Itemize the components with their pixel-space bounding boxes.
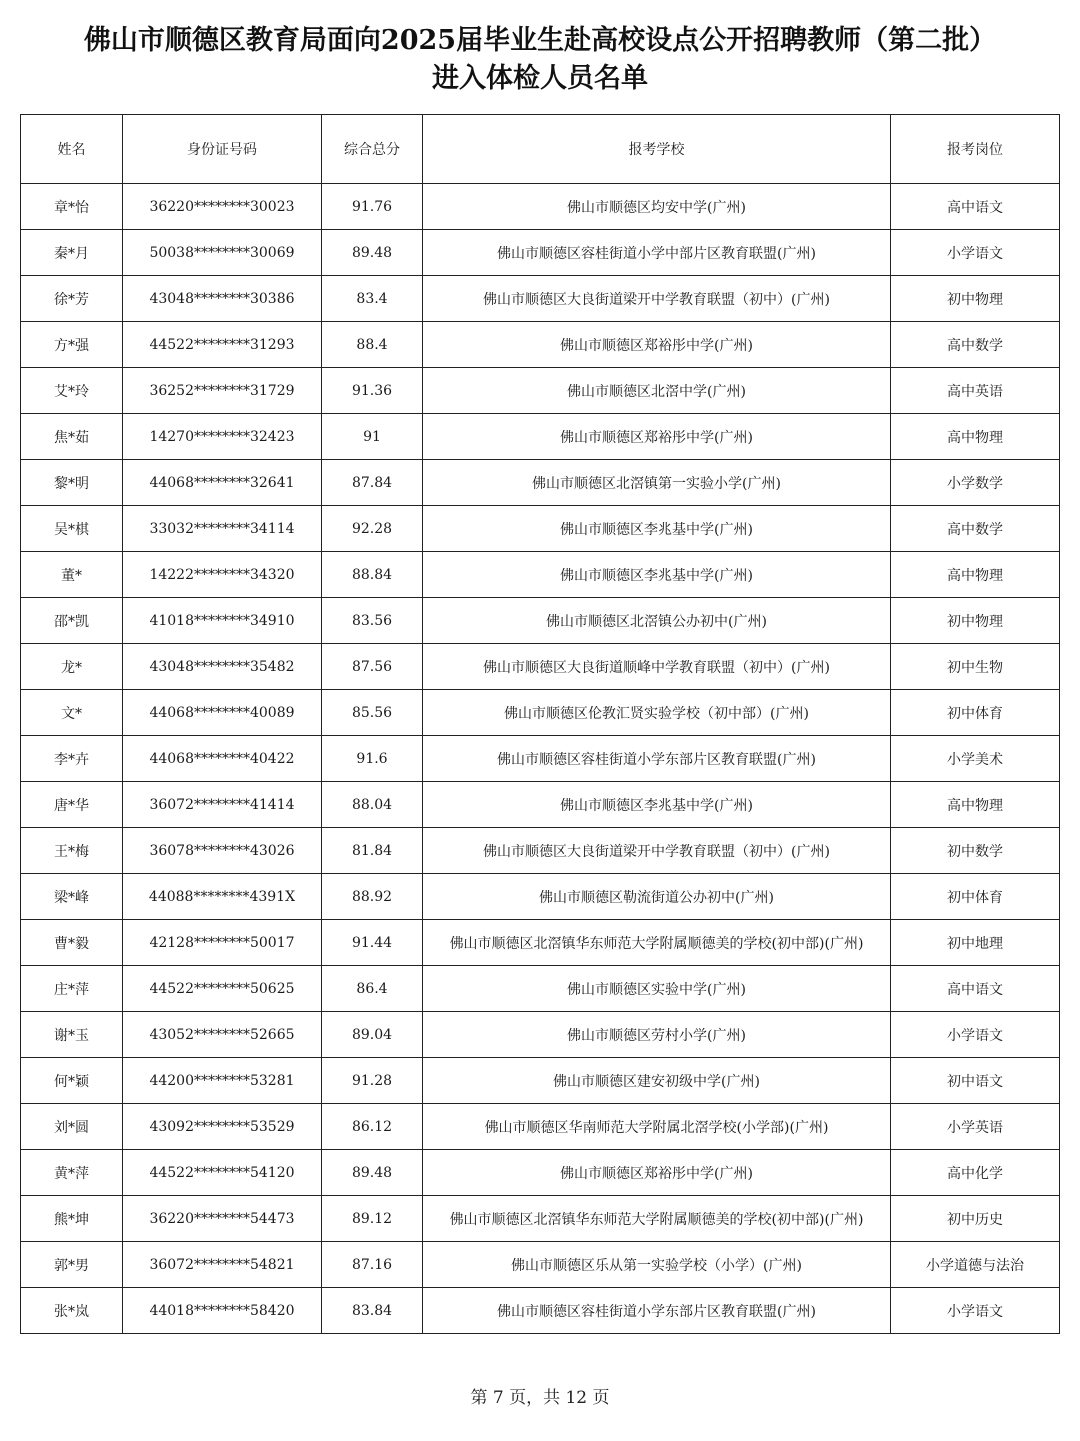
cell-name: 焦*茹 bbox=[21, 414, 123, 460]
cell-position: 小学语文 bbox=[891, 230, 1060, 276]
table-row bbox=[21, 1288, 1060, 1334]
table-row bbox=[21, 1242, 1060, 1288]
cell-total-score: 86.4 bbox=[322, 966, 423, 1012]
cell-id-number: 44018********58420 bbox=[123, 1288, 322, 1334]
cell-position: 初中物理 bbox=[891, 276, 1060, 322]
cell-name: 曹*毅 bbox=[21, 920, 123, 966]
cell-name: 方*强 bbox=[21, 322, 123, 368]
cell-school: 佛山市顺德区北滘中学(广州) bbox=[423, 368, 891, 414]
header-id-number: 身份证号码 bbox=[123, 115, 322, 184]
cell-school: 佛山市顺德区容桂街道小学东部片区教育联盟(广州) bbox=[423, 1288, 891, 1334]
cell-name: 龙* bbox=[21, 644, 123, 690]
cell-id-number: 43048********30386 bbox=[123, 276, 322, 322]
cell-position: 高中物理 bbox=[891, 414, 1060, 460]
cell-name: 黎*明 bbox=[21, 460, 123, 506]
table-row bbox=[21, 1058, 1060, 1104]
cell-total-score: 91.28 bbox=[322, 1058, 423, 1104]
cell-name: 邵*凯 bbox=[21, 598, 123, 644]
cell-id-number: 44068********40089 bbox=[123, 690, 322, 736]
cell-position: 小学语文 bbox=[891, 1288, 1060, 1334]
cell-id-number: 36072********54821 bbox=[123, 1242, 322, 1288]
cell-school: 佛山市顺德区乐从第一实验学校（小学）(广州) bbox=[423, 1242, 891, 1288]
cell-total-score: 91.36 bbox=[322, 368, 423, 414]
table-row bbox=[21, 368, 1060, 414]
cell-total-score: 88.4 bbox=[322, 322, 423, 368]
cell-total-score: 83.56 bbox=[322, 598, 423, 644]
table-row bbox=[21, 736, 1060, 782]
title-line-1: 佛山市顺德区教育局面向2025届毕业生赴高校设点公开招聘教师（第二批） bbox=[83, 25, 997, 56]
cell-school: 佛山市顺德区北滘镇华东师范大学附属顺德美的学校(初中部)(广州) bbox=[423, 1196, 891, 1242]
cell-position: 初中地理 bbox=[891, 920, 1060, 966]
cell-school: 佛山市顺德区勒流街道公办初中(广州) bbox=[423, 874, 891, 920]
cell-school: 佛山市顺德区大良街道顺峰中学教育联盟（初中）(广州) bbox=[423, 644, 891, 690]
cell-position: 高中物理 bbox=[891, 782, 1060, 828]
table-row bbox=[21, 598, 1060, 644]
cell-position: 高中数学 bbox=[891, 322, 1060, 368]
table-header-row bbox=[21, 115, 1060, 184]
cell-total-score: 87.84 bbox=[322, 460, 423, 506]
cell-total-score: 87.16 bbox=[322, 1242, 423, 1288]
table-row bbox=[21, 644, 1060, 690]
cell-position: 初中生物 bbox=[891, 644, 1060, 690]
cell-school: 佛山市顺德区劳村小学(广州) bbox=[423, 1012, 891, 1058]
cell-total-score: 91.6 bbox=[322, 736, 423, 782]
cell-name: 文* bbox=[21, 690, 123, 736]
cell-id-number: 33032********34114 bbox=[123, 506, 322, 552]
cell-id-number: 42128********50017 bbox=[123, 920, 322, 966]
cell-position: 初中物理 bbox=[891, 598, 1060, 644]
cell-id-number: 44522********54120 bbox=[123, 1150, 322, 1196]
cell-position: 初中历史 bbox=[891, 1196, 1060, 1242]
cell-school: 佛山市顺德区均安中学(广州) bbox=[423, 184, 891, 230]
cell-school: 佛山市顺德区北滘镇华东师范大学附属顺德美的学校(初中部)(广州) bbox=[423, 920, 891, 966]
table-row bbox=[21, 460, 1060, 506]
table-row bbox=[21, 230, 1060, 276]
cell-name: 庄*萍 bbox=[21, 966, 123, 1012]
cell-name: 张*岚 bbox=[21, 1288, 123, 1334]
cell-total-score: 88.84 bbox=[322, 552, 423, 598]
cell-id-number: 36078********43026 bbox=[123, 828, 322, 874]
cell-total-score: 89.04 bbox=[322, 1012, 423, 1058]
cell-name: 刘*圆 bbox=[21, 1104, 123, 1150]
cell-id-number: 43052********52665 bbox=[123, 1012, 322, 1058]
cell-total-score: 83.84 bbox=[322, 1288, 423, 1334]
cell-id-number: 44088********4391X bbox=[123, 874, 322, 920]
cell-name: 李*卉 bbox=[21, 736, 123, 782]
header-total-score: 综合总分 bbox=[322, 115, 423, 184]
table-row bbox=[21, 276, 1060, 322]
header-school: 报考学校 bbox=[423, 115, 891, 184]
cell-total-score: 88.92 bbox=[322, 874, 423, 920]
cell-id-number: 14270********32423 bbox=[123, 414, 322, 460]
table-row bbox=[21, 414, 1060, 460]
cell-position: 初中体育 bbox=[891, 874, 1060, 920]
cell-position: 初中数学 bbox=[891, 828, 1060, 874]
cell-name: 秦*月 bbox=[21, 230, 123, 276]
candidate-table bbox=[20, 114, 1060, 1334]
cell-total-score: 88.04 bbox=[322, 782, 423, 828]
cell-id-number: 44200********53281 bbox=[123, 1058, 322, 1104]
cell-school: 佛山市顺德区大良街道梁开中学教育联盟（初中）(广州) bbox=[423, 276, 891, 322]
cell-total-score: 87.56 bbox=[322, 644, 423, 690]
cell-school: 佛山市顺德区李兆基中学(广州) bbox=[423, 552, 891, 598]
cell-position: 小学英语 bbox=[891, 1104, 1060, 1150]
cell-position: 初中语文 bbox=[891, 1058, 1060, 1104]
cell-name: 何*颖 bbox=[21, 1058, 123, 1104]
cell-total-score: 86.12 bbox=[322, 1104, 423, 1150]
table-row bbox=[21, 690, 1060, 736]
cell-total-score: 91.76 bbox=[322, 184, 423, 230]
cell-school: 佛山市顺德区李兆基中学(广州) bbox=[423, 782, 891, 828]
cell-name: 徐*芳 bbox=[21, 276, 123, 322]
cell-total-score: 89.48 bbox=[322, 230, 423, 276]
document-title bbox=[0, 22, 1080, 98]
table-body bbox=[21, 184, 1060, 1334]
table-row bbox=[21, 966, 1060, 1012]
cell-school: 佛山市顺德区建安初级中学(广州) bbox=[423, 1058, 891, 1104]
cell-school: 佛山市顺德区容桂街道小学东部片区教育联盟(广州) bbox=[423, 736, 891, 782]
cell-total-score: 91 bbox=[322, 414, 423, 460]
cell-name: 章*怡 bbox=[21, 184, 123, 230]
cell-position: 高中英语 bbox=[891, 368, 1060, 414]
cell-position: 小学数学 bbox=[891, 460, 1060, 506]
cell-school: 佛山市顺德区郑裕彤中学(广州) bbox=[423, 322, 891, 368]
cell-name: 董* bbox=[21, 552, 123, 598]
table-row bbox=[21, 1104, 1060, 1150]
cell-school: 佛山市顺德区郑裕彤中学(广州) bbox=[423, 414, 891, 460]
cell-school: 佛山市顺德区李兆基中学(广州) bbox=[423, 506, 891, 552]
cell-name: 梁*峰 bbox=[21, 874, 123, 920]
header-position: 报考岗位 bbox=[891, 115, 1060, 184]
table-row bbox=[21, 874, 1060, 920]
cell-name: 熊*坤 bbox=[21, 1196, 123, 1242]
cell-position: 初中体育 bbox=[891, 690, 1060, 736]
table-row bbox=[21, 552, 1060, 598]
cell-total-score: 89.48 bbox=[322, 1150, 423, 1196]
cell-total-score: 89.12 bbox=[322, 1196, 423, 1242]
cell-school: 佛山市顺德区华南师范大学附属北滘学校(小学部)(广州) bbox=[423, 1104, 891, 1150]
cell-school: 佛山市顺德区北滘镇公办初中(广州) bbox=[423, 598, 891, 644]
cell-position: 小学道德与法治 bbox=[891, 1242, 1060, 1288]
page-number: 第 7 页，共 12 页 bbox=[470, 1388, 610, 1408]
cell-position: 小学美术 bbox=[891, 736, 1060, 782]
cell-school: 佛山市顺德区伦教汇贤实验学校（初中部）(广州) bbox=[423, 690, 891, 736]
cell-id-number: 43048********35482 bbox=[123, 644, 322, 690]
cell-id-number: 14222********34320 bbox=[123, 552, 322, 598]
cell-school: 佛山市顺德区实验中学(广州) bbox=[423, 966, 891, 1012]
cell-name: 王*梅 bbox=[21, 828, 123, 874]
cell-id-number: 44068********32641 bbox=[123, 460, 322, 506]
cell-school: 佛山市顺德区北滘镇第一实验小学(广州) bbox=[423, 460, 891, 506]
cell-position: 高中物理 bbox=[891, 552, 1060, 598]
cell-id-number: 44068********40422 bbox=[123, 736, 322, 782]
table-row bbox=[21, 1150, 1060, 1196]
cell-name: 黄*萍 bbox=[21, 1150, 123, 1196]
cell-total-score: 85.56 bbox=[322, 690, 423, 736]
cell-position: 小学语文 bbox=[891, 1012, 1060, 1058]
cell-id-number: 36252********31729 bbox=[123, 368, 322, 414]
table-row bbox=[21, 1012, 1060, 1058]
cell-total-score: 91.44 bbox=[322, 920, 423, 966]
cell-id-number: 36220********54473 bbox=[123, 1196, 322, 1242]
table-row bbox=[21, 920, 1060, 966]
table-row bbox=[21, 184, 1060, 230]
table-row bbox=[21, 506, 1060, 552]
cell-school: 佛山市顺德区郑裕彤中学(广州) bbox=[423, 1150, 891, 1196]
cell-total-score: 83.4 bbox=[322, 276, 423, 322]
cell-name: 谢*玉 bbox=[21, 1012, 123, 1058]
cell-id-number: 44522********50625 bbox=[123, 966, 322, 1012]
cell-name: 吴*棋 bbox=[21, 506, 123, 552]
title-line-2: 进入体检人员名单 bbox=[432, 63, 648, 94]
cell-name: 唐*华 bbox=[21, 782, 123, 828]
cell-position: 高中化学 bbox=[891, 1150, 1060, 1196]
table-row bbox=[21, 828, 1060, 874]
table-row bbox=[21, 322, 1060, 368]
cell-id-number: 36072********41414 bbox=[123, 782, 322, 828]
cell-id-number: 50038********30069 bbox=[123, 230, 322, 276]
cell-id-number: 41018********34910 bbox=[123, 598, 322, 644]
cell-name: 郭*男 bbox=[21, 1242, 123, 1288]
table-row bbox=[21, 782, 1060, 828]
table-row bbox=[21, 1196, 1060, 1242]
cell-position: 高中数学 bbox=[891, 506, 1060, 552]
cell-id-number: 36220********30023 bbox=[123, 184, 322, 230]
cell-school: 佛山市顺德区大良街道梁开中学教育联盟（初中）(广州) bbox=[423, 828, 891, 874]
cell-school: 佛山市顺德区容桂街道小学中部片区教育联盟(广州) bbox=[423, 230, 891, 276]
cell-id-number: 44522********31293 bbox=[123, 322, 322, 368]
cell-total-score: 92.28 bbox=[322, 506, 423, 552]
cell-id-number: 43092********53529 bbox=[123, 1104, 322, 1150]
header-name: 姓名 bbox=[21, 115, 123, 184]
cell-position: 高中语文 bbox=[891, 966, 1060, 1012]
cell-total-score: 81.84 bbox=[322, 828, 423, 874]
cell-name: 艾*玲 bbox=[21, 368, 123, 414]
cell-position: 高中语文 bbox=[891, 184, 1060, 230]
